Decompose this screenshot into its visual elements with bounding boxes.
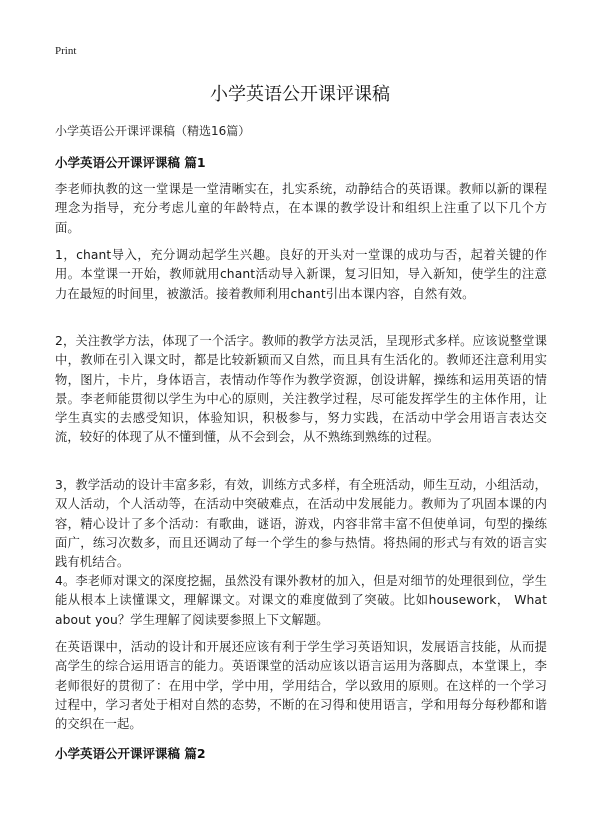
section-heading-1: 小学英语公开课评课稿 篇1 bbox=[55, 155, 206, 170]
page-title: 小学英语公开课评课稿 bbox=[210, 84, 390, 105]
paragraph-point-3: 3，教学活动的设计丰富多彩，有效，训练方式多样，有全班活动，师生互动，小组活动，双人活动，个人活动等，在活动中突破难点，在活动中发展能力。教师为了巩固本课的内容，精心设计了多个活动：有歌曲，谜语，游戏，内容非常丰富不但使单词，句型的操练面广，练习次数多，而且还调动了每一个学生的参与热情。将热闹的形式与有效的语言实践有机结合。 bbox=[55, 478, 547, 570]
paragraph-point-2: 2，关注教学方法，体现了一个活字。教师的教学方法灵活，呈现形式多样。应该说整堂课中，教师在引入课文时，都是比较新颖而又自然，而且具有生活化的。教师还注意利用实物，图片，卡片，身体语言，表情动作等作为教学资源，创设讲解，操练和运用英语的情景。李老师能贯彻以学生为中心的原则，关注教学过程，尽可能发挥学生的主体作用，让学生真实的去感受知识，体验知识，积极参与，努力实践，在活动中学会用语言表达交流，较好的体现了从不懂到懂，从不会到会，从不熟练到熟练的过程。 bbox=[55, 334, 547, 445]
section-heading-2: 小学英语公开课评课稿 篇2 bbox=[55, 746, 206, 761]
document-subtitle: 小学英语公开课评课稿（精选16篇） bbox=[55, 124, 251, 138]
print-label[interactable]: Print bbox=[55, 45, 77, 57]
paragraph-conclusion: 在英语课中，活动的设计和开展还应该有利于学生学习英语知识，发展语言技能，从而提高学生的综合运用语言的能力。英语课堂的活动应该以语言运用为落脚点，本堂课上，李老师很好的贯彻了：在用中学，学中用，学用结合，学以致用的原则。在这样的一个学习过程中，学习者处于相对自然的态势，不断的在习得和使用语言，学和用每分每秒都和谐的交织在一起。 bbox=[55, 640, 547, 732]
paragraph-point-1: 1，chant导入，充分调动起学生兴趣。良好的开头对一堂课的成功与否，起着关键的作用。本堂课一开始，教师就用chant活动导入新课，复习旧知，导入新知，使学生的注意力在最短的时间里，被激活。接着教师利用chant引出本课内容，自然有效。 bbox=[55, 248, 547, 301]
paragraph-intro: 李老师执教的这一堂课是一堂清晰实在，扎实系统，动静结合的英语课。教师以新的课程理念为指导，充分考虑儿童的年龄特点，在本课的教学设计和组织上注重了以下几个方面。 bbox=[55, 182, 547, 235]
paragraph-point-4: 4。李老师对课文的深度挖掘，虽然没有课外教材的加入，但是对细节的处理很到位，学生能从根本上读懂课文，理解课文。对课文的难度做到了突破。比如housework， What about you？学生理解了阅读要参照上下文解题。 bbox=[55, 574, 547, 627]
